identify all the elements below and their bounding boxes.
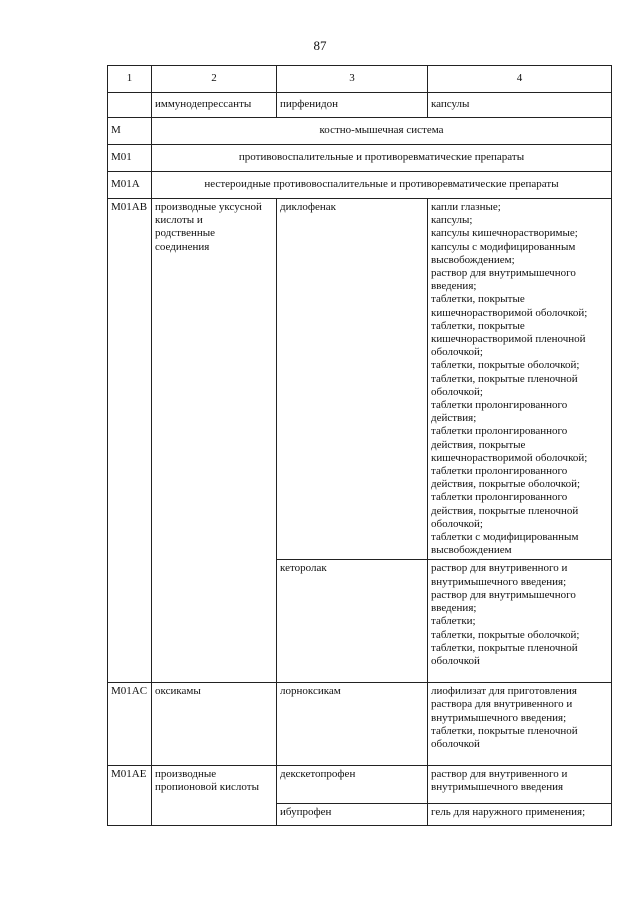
section-title: костно-мышечная система [152,118,612,145]
drug-cell: диклофенак [277,199,428,560]
section-title: противовоспалительные и противоревматические препараты [152,145,612,172]
atc-code-cell: M01AC [108,683,152,766]
group-cell: иммунодепрессанты [152,93,277,118]
forms-cell: капсулы [428,93,612,118]
group-cell: производные пропионовой кислоты [152,766,277,826]
atc-code-cell: M01A [108,172,152,199]
header-cell-3: 3 [277,66,428,93]
header-cell-4: 4 [428,66,612,93]
section-row [108,172,612,199]
drug-cell: лорноксикам [277,683,428,766]
atc-code-cell: M01 [108,145,152,172]
table-row [108,683,612,766]
page-number: 87 [313,38,327,53]
forms-cell: раствор для внутривенного и внутримышечного введения [428,766,612,803]
forms-cell: раствор для внутривенного и внутримышечного введения; раствор для внутримышечного введения; таблетки; таблетки, покрытые оболочкой; таблетки, покрытые пленочной оболочкой [428,560,612,683]
atc-code-cell: M [108,118,152,145]
atc-code-cell: M01AE [108,766,152,826]
atc-code-cell: M01AB [108,199,152,683]
group-cell: оксикамы [152,683,277,766]
drug-table [107,65,612,826]
forms-cell: гель для наружного применения; [428,803,612,825]
section-row [108,118,612,145]
table-row [108,199,612,560]
drug-cell: декскетопрофен [277,766,428,803]
forms-cell: лиофилизат для приготовления раствора для внутривенного и внутримышечного введения; таблетки, покрытые пленочной оболочкой [428,683,612,766]
drug-cell: кеторолак [277,560,428,683]
section-row [108,145,612,172]
atc-code-cell [108,93,152,118]
header-row [108,66,612,93]
forms-cell: капли глазные; капсулы; капсулы кишечнорастворимые; капсулы с модифицированным высвобождением; раствор для внутримышечного введения; таблетки, покрытые кишечнорастворимой оболочкой; таблетки, покрытые кишечнорастворимой пленочной оболочкой; таблетки, покрытые оболочкой; таблетки, покрытые пленочной оболочкой; таблетки пролонгированного действия; таблетки пролонгированного действия, покрытые кишечнорастворимой оболочкой; таблетки пролонгированного действия, покрытые оболочкой; таблетки пролонгированного действия, покрытые пленочной оболочкой; таблетки с модифицированным высвобождением [428,199,612,560]
table-row [108,766,612,803]
header-cell-2: 2 [152,66,277,93]
table-row [108,93,612,118]
group-cell: производные уксусной кислоты и родственные соединения [152,199,277,683]
drug-cell: ибупрофен [277,803,428,825]
section-title: нестероидные противовоспалительные и противоревматические препараты [152,172,612,199]
drug-cell: пирфенидон [277,93,428,118]
header-cell-1: 1 [108,66,152,93]
